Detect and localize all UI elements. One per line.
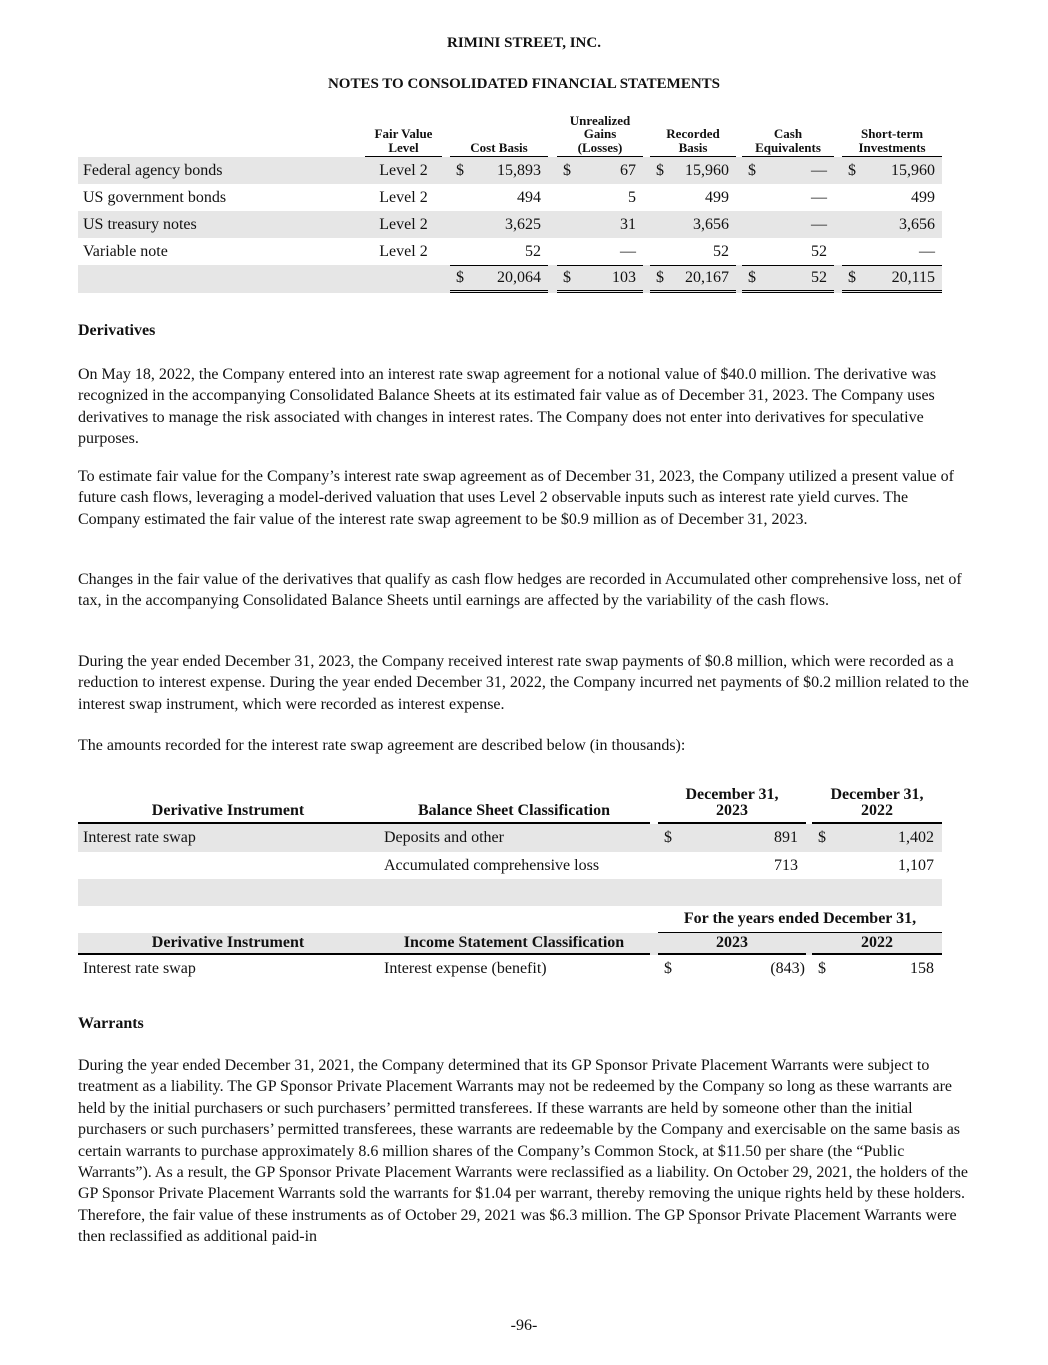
currency-symbol: $ — [650, 265, 670, 293]
table-row — [78, 184, 942, 211]
cost-basis-header: Cost Basis — [450, 113, 548, 157]
fair-value-level: Level 2 — [365, 157, 442, 184]
period-header: For the years ended December 31, — [658, 906, 942, 933]
unrealized-gains-value: 5 — [628, 188, 637, 206]
fair-value-level: Level 2 — [379, 242, 428, 260]
column-gap — [834, 184, 842, 211]
column-gap — [442, 184, 450, 211]
column-gap — [650, 955, 658, 983]
blank-row — [78, 879, 942, 906]
derivatives-paragraph: During the year ended December 31, 2023, the Company received interest rate swap payments of $0.8 million, which were recorded as a reduction to interest expense. During the year ended December 31, 2022, the Company incurred net payments of $0.2 million related to the interest swap instrument, which were recorded as interest expense. — [78, 653, 969, 713]
currency-cell — [450, 211, 470, 238]
short-term-investments-value: 15,960 — [862, 157, 942, 184]
table-row — [78, 955, 942, 983]
recorded-basis-value: 499 — [705, 188, 730, 206]
column-gap — [548, 184, 557, 211]
currency-symbol: $ — [450, 157, 470, 184]
security-name: Federal agency bonds — [78, 157, 365, 184]
classification-column-header: Income Statement Classification — [378, 933, 650, 955]
column-gap — [834, 113, 842, 157]
company-name: RIMINI STREET, INC. — [447, 35, 601, 51]
column-gap — [643, 113, 650, 157]
column-gap — [548, 265, 557, 293]
income-statement-header-row — [78, 933, 942, 955]
total-cost-basis: 20,064 — [470, 265, 548, 293]
year-2022-column-header: December 31, 2022 — [812, 786, 942, 824]
security-name: US treasury notes — [78, 211, 365, 238]
short-term-investments-header: Short-term Investments — [842, 113, 942, 157]
column-gap — [442, 157, 450, 184]
security-column-header — [78, 113, 365, 157]
currency-symbol: $ — [842, 265, 862, 293]
column-gap — [442, 113, 450, 157]
currency-cell — [650, 211, 670, 238]
column-gap — [650, 933, 658, 955]
currency-cell — [557, 238, 577, 265]
recorded-basis-header: Recorded Basis — [650, 113, 736, 157]
column-gap — [834, 265, 842, 293]
currency-cell — [450, 184, 470, 211]
table-row — [78, 238, 942, 265]
instrument-column-header: Derivative Instrument — [78, 786, 378, 824]
column-gap — [643, 211, 650, 238]
column-gap — [442, 211, 450, 238]
security-name: US government bonds — [83, 188, 227, 206]
warrants-heading: Warrants — [78, 1015, 144, 1032]
derivatives-paragraph: The amounts recorded for the interest rate swap agreement are described below (in thousands): — [78, 737, 686, 754]
currency-symbol: $ — [818, 960, 826, 977]
currency-cell — [842, 211, 862, 238]
total-label-cell — [78, 265, 365, 293]
blank-row-cell — [78, 879, 942, 906]
currency-symbol: $ — [557, 265, 577, 293]
unrealized-gains-value: — — [620, 242, 637, 260]
currency-symbol: $ — [658, 824, 678, 852]
column-gap — [643, 265, 650, 293]
fair-value-level: Level 2 — [379, 188, 428, 206]
value-2023: (843) — [770, 960, 805, 977]
cash-equivalents-value: — — [811, 188, 828, 206]
currency-cell — [450, 238, 470, 265]
column-gap — [548, 211, 557, 238]
column-gap — [643, 238, 650, 265]
value-2023: 891 — [678, 824, 806, 852]
value-2023: 713 — [774, 856, 798, 874]
classification-name: Accumulated comprehensive loss — [384, 856, 600, 874]
balance-sheet-header-row — [78, 786, 942, 824]
column-gap — [442, 238, 450, 265]
currency-cell — [650, 184, 670, 211]
short-term-investments-value: 499 — [911, 188, 936, 206]
column-gap — [650, 786, 658, 824]
unrealized-gains-header: Unrealized Gains (Losses) — [557, 113, 643, 157]
column-gap — [650, 824, 658, 852]
table-row — [78, 824, 942, 852]
recorded-basis-value: 15,960 — [670, 157, 736, 184]
currency-symbol: $ — [664, 960, 672, 977]
short-term-investments-value: 3,656 — [862, 211, 942, 238]
column-gap — [834, 211, 842, 238]
column-gap — [548, 238, 557, 265]
derivatives-paragraph: On May 18, 2022, the Company entered into an interest rate swap agreement for a notional value of $40.0 million. The derivative was recognized in the accompanying Consolidated Balance Sheets at its estimated fair value as of December 31, 2023. The Company uses derivatives to manage the risk associated with changes in interest rates. The Company does not enter into derivatives for speculative purposes. — [78, 366, 937, 448]
cash-equivalents-value: 52 — [811, 242, 828, 260]
currency-cell — [812, 852, 832, 879]
unrealized-gains-value: 67 — [577, 157, 643, 184]
currency-cell — [742, 184, 762, 211]
total-row — [78, 265, 942, 293]
short-term-investments-value: — — [919, 242, 936, 260]
currency-cell — [658, 852, 678, 879]
security-name: Variable note — [83, 242, 168, 260]
derivative-tables — [78, 786, 942, 983]
table-row — [78, 852, 942, 879]
cash-equivalents-value: — — [762, 211, 834, 238]
classification-column-header: Balance Sheet Classification — [378, 786, 650, 824]
value-2022: 1,107 — [898, 856, 934, 874]
instrument-name — [78, 852, 378, 879]
warrants-paragraph: During the year ended December 31, 2021, the Company determined that its GP Sponsor Private Placement Warrants were subject to treatment as a liability. The GP Sponsor Private Placement Warrants may not be redeemed by the Company so long as these warrants are held by the initial purchasers or such purchasers’ permitted transferees. If these warrants are held by someone other than the initial purchasers or such purchasers’ permitted transferees, these warrants are redeemable by the Company and exercisable on the same basis as certain warrants to purchase approximately 8.6 million shares of the Company’s Common Stock, at $11.50 per share (the “Public Warrants”). As a result, the GP Sponsor Private Placement Warrants were reclassified as a liability. On October 29, 2021, the holders of the GP Sponsor Private Placement Warrants sold the warrants for $1.04 per warrant, thereby removing the unique rights held by these holders. Therefore, the fair value of these instruments as of October 29, 2021 was $6.3 million. The GP Sponsor Private Placement Warrants were then reclassified as additional paid-in — [78, 1057, 968, 1246]
currency-cell — [842, 184, 862, 211]
column-gap — [643, 184, 650, 211]
currency-cell — [742, 211, 762, 238]
cash-equivalents-value: — — [762, 157, 834, 184]
fair-value-level-header: Fair Value Level — [365, 113, 442, 157]
currency-cell — [742, 238, 762, 265]
total-cash-equivalents: 52 — [762, 265, 834, 293]
unrealized-gains-value: 31 — [577, 211, 643, 238]
derivatives-paragraph: Changes in the fair value of the derivatives that qualify as cash flow hedges are recorded in Accumulated other comprehensive loss, net of tax, in the accompanying Consolidated Balance Sheets until earnings are affected by the variability of the cash flows. — [78, 571, 962, 610]
table-row — [78, 211, 942, 238]
total-recorded-basis: 20,167 — [670, 265, 736, 293]
classification-name: Deposits and other — [378, 824, 650, 852]
derivatives-heading: Derivatives — [78, 322, 156, 339]
total-short-term-investments: 20,115 — [862, 265, 942, 293]
currency-cell — [557, 211, 577, 238]
cost-basis-value: 3,625 — [470, 211, 548, 238]
year-2023-column-header: 2023 — [658, 933, 806, 955]
section-title: NOTES TO CONSOLIDATED FINANCIAL STATEMENTS — [327, 76, 721, 92]
instrument-name: Interest rate swap — [83, 960, 196, 977]
instrument-column-header: Derivative Instrument — [78, 933, 378, 955]
column-gap — [548, 157, 557, 184]
column-gap — [834, 157, 842, 184]
classification-name: Interest expense (benefit) — [384, 960, 547, 977]
investments-table — [78, 113, 942, 293]
period-spacer — [78, 906, 658, 933]
recorded-basis-value: 3,656 — [670, 211, 736, 238]
currency-cell — [650, 238, 670, 265]
cost-basis-value: 494 — [517, 188, 541, 206]
derivatives-paragraph: To estimate fair value for the Company’s interest rate swap agreement as of December 31, 2023, the Company utilized a present value of future cash flows, leveraging a model-derived valuation that uses Level 2 observable inputs such as interest rate yield curves. The Company estimated the fair value of the interest rate swap agreement to be $0.9 million as of December 31, 2023. — [78, 468, 954, 528]
currency-symbol: $ — [650, 157, 670, 184]
instrument-name: Interest rate swap — [78, 824, 378, 852]
page-number: -96- — [510, 1317, 538, 1334]
column-gap — [834, 238, 842, 265]
currency-symbol: $ — [742, 157, 762, 184]
cost-basis-value: 15,893 — [470, 157, 548, 184]
column-gap — [548, 113, 557, 157]
currency-symbol: $ — [557, 157, 577, 184]
investments-header-row — [78, 113, 942, 157]
total-level-cell — [365, 265, 442, 293]
currency-symbol: $ — [742, 265, 762, 293]
value-2022: 1,402 — [832, 824, 942, 852]
year-2022-column-header: 2022 — [812, 933, 942, 955]
value-2022: 158 — [910, 960, 934, 977]
cost-basis-value: 52 — [525, 242, 541, 260]
table-row — [78, 157, 942, 184]
recorded-basis-value: 52 — [713, 242, 730, 260]
column-gap — [442, 265, 450, 293]
currency-cell — [842, 238, 862, 265]
currency-cell — [557, 184, 577, 211]
year-2023-column-header: December 31, 2023 — [658, 786, 806, 824]
total-unrealized-gains: 103 — [577, 265, 643, 293]
column-gap — [650, 852, 658, 879]
period-header-row — [78, 906, 942, 933]
currency-symbol: $ — [842, 157, 862, 184]
currency-symbol: $ — [450, 265, 470, 293]
currency-symbol: $ — [812, 824, 832, 852]
cash-equivalents-header: Cash Equivalents — [742, 113, 834, 157]
fair-value-level: Level 2 — [365, 211, 442, 238]
column-gap — [643, 157, 650, 184]
